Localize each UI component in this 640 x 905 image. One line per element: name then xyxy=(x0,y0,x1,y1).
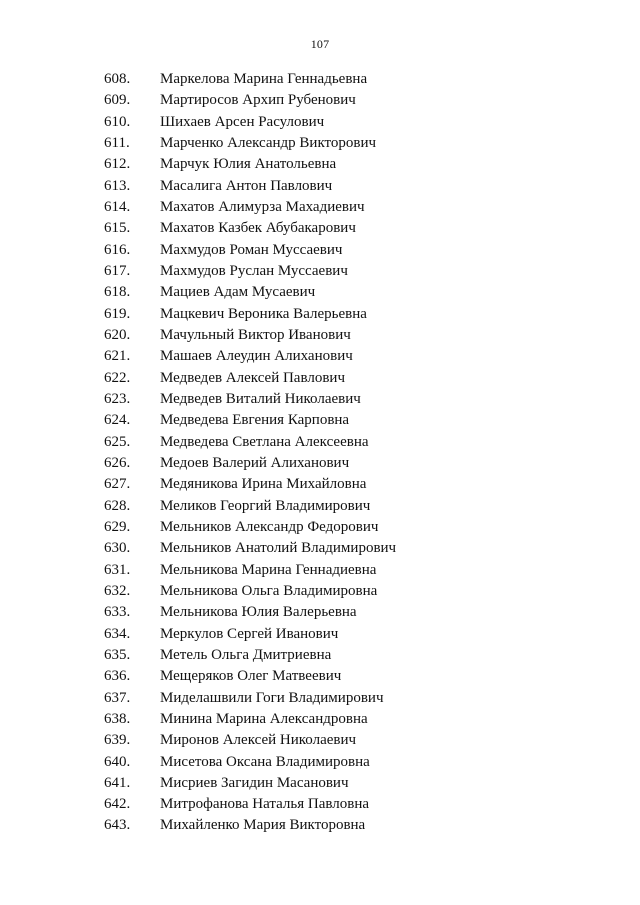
entry-number: 638. xyxy=(104,710,131,727)
list-item xyxy=(0,453,640,474)
entry-name: Мацкевич Вероника Валерьевна xyxy=(160,305,367,322)
entry-number: 608. xyxy=(104,71,131,87)
entry-number: 628. xyxy=(104,497,131,514)
entry-number: 610. xyxy=(104,113,131,130)
list-item xyxy=(0,346,640,367)
entry-name: Михайленко Мария Викторовна xyxy=(160,817,366,834)
entry-name: Мисриев Загидин Масанович xyxy=(160,774,349,791)
entry-name: Махмудов Роман Муссаевич xyxy=(160,241,343,258)
entry-name: Медведева Светлана Алексеевна xyxy=(160,433,369,450)
entry-number: 634. xyxy=(104,625,131,642)
list-item xyxy=(0,581,640,602)
list-item xyxy=(0,773,640,794)
entry-name: Мельников Александр Федорович xyxy=(160,518,379,535)
entry-name: Мельников Анатолий Владимирович xyxy=(160,540,397,557)
list-item xyxy=(0,517,640,538)
entry-number: 643. xyxy=(104,817,131,834)
list-item xyxy=(0,154,640,175)
entry-number: 636. xyxy=(104,668,131,685)
list-item xyxy=(0,730,640,751)
entry-number: 627. xyxy=(104,476,131,493)
list-item xyxy=(0,538,640,559)
entry-name: Марченко Александр Викторович xyxy=(160,134,377,151)
entry-name: Мельникова Марина Геннадиевна xyxy=(160,561,377,578)
list-item xyxy=(0,688,640,709)
entry-name: Митрофанова Наталья Павловна xyxy=(160,796,370,813)
entry-name: Машаев Алеудин Алиханович xyxy=(160,348,353,365)
entry-number: 629. xyxy=(104,518,131,535)
entry-number: 637. xyxy=(104,689,131,706)
entry-number: 642. xyxy=(104,796,131,813)
list-item xyxy=(0,304,640,325)
page-number: 107 xyxy=(310,37,330,51)
entry-number: 620. xyxy=(104,326,131,343)
list-item xyxy=(0,410,640,431)
entry-number: 615. xyxy=(104,220,131,237)
list-item xyxy=(0,240,640,261)
entry-number: 624. xyxy=(104,412,131,429)
entry-number: 619. xyxy=(104,305,131,322)
entry-name: Медведев Алексей Павлович xyxy=(160,369,345,386)
list-item xyxy=(0,176,640,197)
entry-name: Метель Ольга Дмитриевна xyxy=(160,646,332,663)
list-item xyxy=(0,560,640,581)
name-list xyxy=(0,69,640,837)
entry-number: 635. xyxy=(104,646,131,663)
entry-number: 614. xyxy=(104,198,131,215)
entry-name: Масалига Антон Павлович xyxy=(160,177,333,194)
entry-number: 640. xyxy=(104,753,131,770)
list-item xyxy=(0,794,640,815)
entry-name: Мельникова Ольга Владимировна xyxy=(160,582,378,599)
entry-number: 639. xyxy=(104,732,131,749)
list-item xyxy=(0,197,640,218)
list-item xyxy=(0,261,640,282)
entry-number: 633. xyxy=(104,604,131,621)
list-item xyxy=(0,624,640,645)
entry-number: 626. xyxy=(104,454,131,471)
entry-number: 611. xyxy=(104,134,130,151)
entry-name: Мельникова Юлия Валерьевна xyxy=(160,604,357,621)
entry-name: Меркулов Сергей Иванович xyxy=(160,625,339,642)
entry-number: 630. xyxy=(104,540,131,557)
list-item xyxy=(0,69,640,90)
entry-name: Мещеряков Олег Матвеевич xyxy=(160,668,342,685)
list-item xyxy=(0,133,640,154)
entry-name: Махмудов Руслан Муссаевич xyxy=(160,262,348,279)
entry-name: Махатов Алимурза Махадиевич xyxy=(160,198,365,215)
entry-number: 621. xyxy=(104,348,131,365)
entry-number: 609. xyxy=(104,92,131,109)
entry-number: 641. xyxy=(104,774,131,791)
list-item xyxy=(0,432,640,453)
list-item xyxy=(0,368,640,389)
list-item xyxy=(0,282,640,303)
entry-name: Мартиросов Архип Рубенович xyxy=(160,92,356,109)
entry-number: 623. xyxy=(104,390,131,407)
list-item xyxy=(0,815,640,836)
list-item xyxy=(0,666,640,687)
entry-number: 622. xyxy=(104,369,131,386)
entry-number: 625. xyxy=(104,433,131,450)
entry-name: Маркелова Марина Геннадьевна xyxy=(160,71,368,87)
list-item xyxy=(0,389,640,410)
entry-number: 613. xyxy=(104,177,131,194)
list-item xyxy=(0,709,640,730)
entry-name: Медведева Евгения Карповна xyxy=(160,412,350,429)
list-item xyxy=(0,112,640,133)
entry-name: Минина Марина Александровна xyxy=(160,710,368,727)
entry-number: 631. xyxy=(104,561,131,578)
entry-name: Медоев Валерий Алиханович xyxy=(160,454,350,471)
entry-name: Марчук Юлия Анатольевна xyxy=(160,156,337,173)
entry-name: Медведев Виталий Николаевич xyxy=(160,390,361,407)
entry-number: 617. xyxy=(104,262,131,279)
entry-number: 632. xyxy=(104,582,131,599)
list-item xyxy=(0,602,640,623)
entry-name: Миронов Алексей Николаевич xyxy=(160,732,357,749)
entry-name: Мациев Адам Мусаевич xyxy=(160,284,316,301)
entry-number: 616. xyxy=(104,241,131,258)
list-item xyxy=(0,90,640,111)
list-item xyxy=(0,218,640,239)
entry-name: Мачульный Виктор Иванович xyxy=(160,326,351,343)
entry-name: Миделашвили Гоги Владимирович xyxy=(160,689,384,706)
list-item xyxy=(0,752,640,773)
entry-name: Меликов Георгий Владимирович xyxy=(160,497,371,514)
list-item xyxy=(0,496,640,517)
list-item xyxy=(0,645,640,666)
entry-name: Махатов Казбек Абубакарович xyxy=(160,220,356,237)
list-item xyxy=(0,325,640,346)
entry-name: Шихаев Арсен Расулович xyxy=(160,113,325,130)
entry-number: 618. xyxy=(104,284,131,301)
list-item xyxy=(0,474,640,495)
entry-name: Медяникова Ирина Михайловна xyxy=(160,476,367,493)
entry-name: Мисетова Оксана Владимировна xyxy=(160,753,370,770)
entry-number: 612. xyxy=(104,156,131,173)
